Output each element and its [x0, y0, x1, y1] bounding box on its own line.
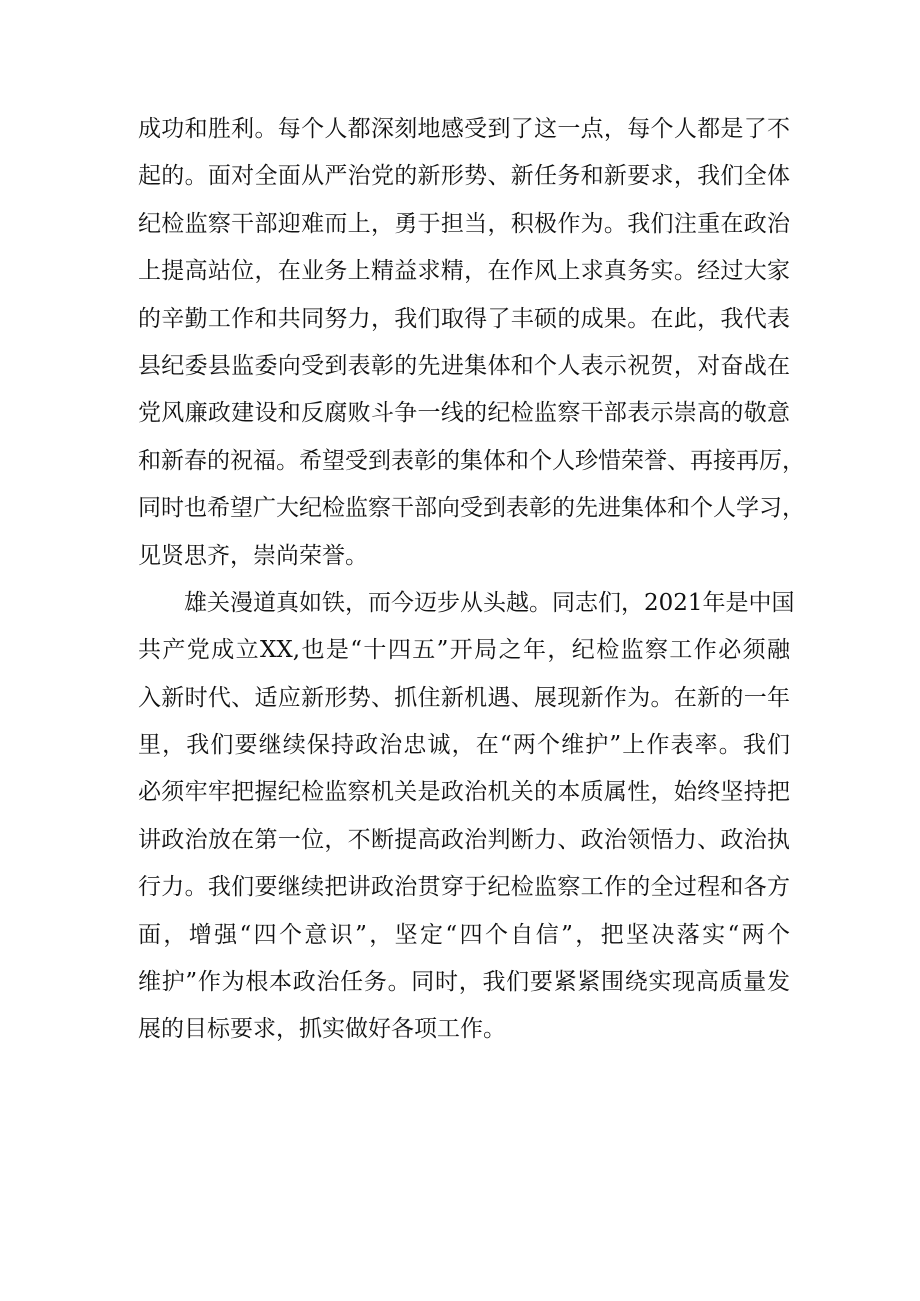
paragraph-line: 展的目标要求，抓实做好各项工作。: [138, 1016, 506, 1043]
paragraph-line: 见贤思齐，崇尚荣誉。: [138, 542, 368, 569]
paragraph-1: [138, 106, 805, 580]
paragraph-line: 起的。面对全面从严治党的新形势、新任务和新要求，我们全体: [138, 163, 790, 190]
paragraph-line: 的辛勤工作和共同努力，我们取得了丰硕的成果。在此，我代表: [138, 305, 790, 332]
paragraph-line: 上提高站位，在业务上精益求精，在作风上求真务实。经过大家: [138, 258, 790, 285]
paragraph-line: 入新时代、适应新形势、抓住新机遇、展现新作为。在新的一年: [138, 684, 790, 711]
paragraph-line: 行力。我们要继续把讲政治贯穿于纪检监察工作的全过程和各方: [138, 874, 790, 901]
paragraph-line: 里，我们要继续保持政治忠诚，在“两个维护”上作表率。我们: [138, 732, 790, 759]
paragraph-line: 纪检监察干部迎难而上，勇于担当，积极作为。我们注重在政治: [138, 210, 790, 237]
paragraph-line: 县纪委县监委向受到表彰的先进集体和个人表示祝贺，对奋战在: [138, 352, 790, 379]
paragraph-2: [138, 580, 795, 1054]
paragraph-line: 讲政治放在第一位，不断提高政治判断力、政治领悟力、政治执: [138, 826, 790, 853]
paragraph-line: 维护”作为根本政治任务。同时，我们要紧紧围绕实现高质量发: [138, 969, 790, 996]
paragraph-line: 雄关漫道真如铁，而今迈步从头越。同志们，2021年是中国: [184, 589, 795, 616]
paragraph-line: 必须牢牢把握纪检监察机关是政治机关的本质属性，始终坚持把: [138, 779, 790, 806]
paragraph-line: 成功和胜利。每个人都深刻地感受到了这一点，每个人都是了不: [138, 116, 790, 142]
paragraph-line: 和新春的祝福。希望受到表彰的集体和个人珍惜荣誉、再接再厉，: [138, 447, 805, 474]
document-body: [138, 106, 805, 1054]
paragraph-line: 共产党成立XX,也是“十四五”开局之年，纪检监察工作必须融: [138, 637, 790, 664]
paragraph-line: 党风廉政建设和反腐败斗争一线的纪检监察干部表示崇高的敬意: [138, 400, 790, 427]
paragraph-line: 同时也希望广大纪检监察干部向受到表彰的先进集体和个人学习，: [138, 495, 805, 522]
paragraph-line: 面，增强“四个意识”，坚定“四个自信”，把坚决落实“两个: [138, 921, 790, 948]
